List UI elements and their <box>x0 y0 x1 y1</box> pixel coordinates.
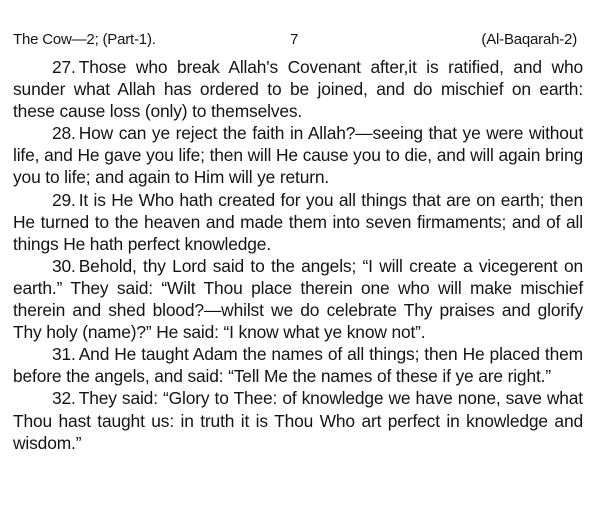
verse-text: How can ye reject the faith in Allah?—seeing that ye were without life, and He gave you life; then will He cause you to die, and will again bring you to life; and again to Him will ye return. <box>13 123 583 188</box>
verse-31 <box>13 343 583 387</box>
page-number: 7 <box>290 31 299 48</box>
verse-number: 31. <box>52 344 76 365</box>
verse-30 <box>13 255 583 343</box>
verse-text: Behold, thy Lord said to the angels; “I will create a vicegerent on earth.” They said: “Wilt Thou place therein one who will make mischief therein and shed blood?—whilst we do celebrate Thy praises and glorify Thy holy (name)?” He said: “I know what ye know not”. <box>13 255 583 343</box>
verse-number: 27. <box>52 57 76 77</box>
verse-number: 29. <box>52 189 76 210</box>
verse-29 <box>13 189 583 255</box>
verse-number: 30. <box>52 255 76 276</box>
verse-27 <box>13 56 583 122</box>
header-chapter-title: The Cow—2; (Part-1). <box>13 31 156 48</box>
verse-32 <box>13 387 583 453</box>
verse-number: 32. <box>52 388 76 409</box>
header-surah-name: (Al-Baqarah-2) <box>481 31 577 48</box>
verse-text: Those who break Allah's Covenant after,it is ratified, and who sunder what Allah has ordered to be joined, and do mischief on earth: these cause loss (only) to themselves. <box>13 57 583 122</box>
verse-text: And He taught Adam the names of all things; then He placed them before the angels, and said: “Tell Me the names of these if ye are right.” <box>13 344 583 387</box>
verse-text: It is He Who hath created for you all things that are on earth; then He turned to the heaven and made them into seven firmaments; and of all things He hath perfect knowledge. <box>13 189 583 254</box>
running-header <box>13 30 577 50</box>
verse-text: They said: “Glory to Thee: of knowledge we have none, save what Thou hast taught us: in truth it is Thou Who art perfect in knowledge and wisdom.” <box>13 388 583 453</box>
verse-28 <box>13 122 583 188</box>
verse-number: 28. <box>52 123 76 144</box>
verse-list <box>13 56 583 454</box>
